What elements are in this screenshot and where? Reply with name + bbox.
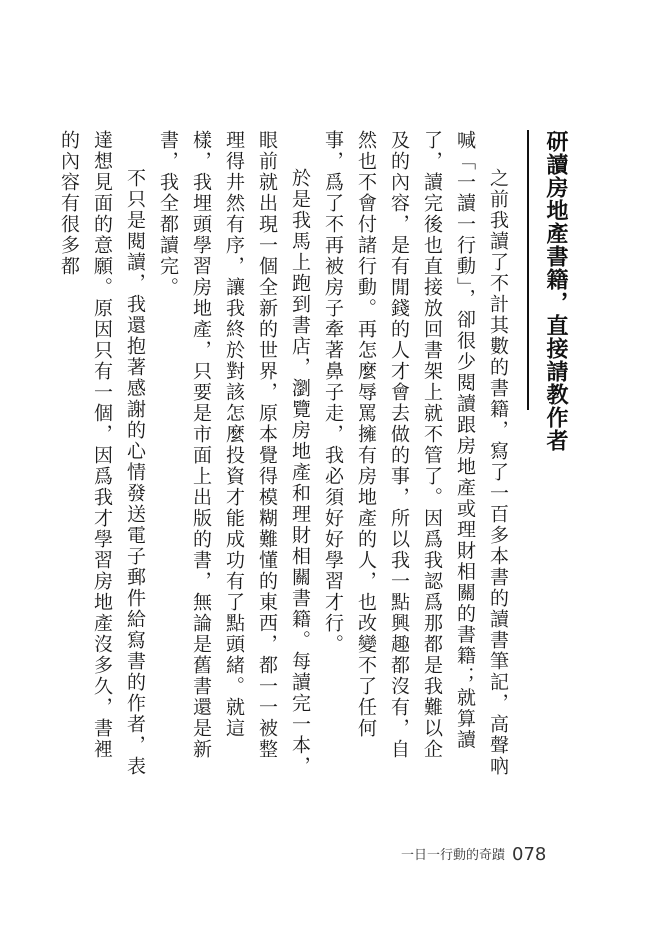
title-divider-rule xyxy=(527,130,529,410)
page-number: 078 xyxy=(512,844,547,865)
body-paragraph-3: 不只是閱讀，我還抱著感謝的心情發送電子郵件給寫書的作者，表達想見面的意願。原因只有一個，因爲我才學習房地產沒多久，書裡的內容有很多都 xyxy=(58,130,146,777)
body-text xyxy=(58,130,514,780)
running-footer-book-title: 一日一行動的奇蹟 xyxy=(400,848,505,863)
body-paragraph-2: 於是我馬上跑到書店，瀏覽房地產和理財相關書籍。每讀完一本，眼前就出現一個全新的世界，原本覺得模糊難懂的東西，都一一被整理得井然有序，讓我終於對該怎麼投資才能成功有了點頭緒。就這樣，我埋頭學習房地產，只要是市面上出版的書，無論是舊書還是新書，我全都讀完。 xyxy=(157,130,311,777)
chapter-title: 研讀房地產書籍，直接請教作者 xyxy=(543,130,568,452)
body-paragraph-1: 之前我讀了不計其數的書籍，寫了一百多本書的讀書筆記，高聲吶喊「一讀一行動」，卻很少閱讀跟房地產或理財相關的書籍；就算讀了，讀完後也直接放回書架上就不管了。因爲我認爲那都是我難以企及的內容，是有閒錢的人才會去做的事，所以我一點興趣都沒有，自然也不會付諸行動。再怎麼辱罵擁有房地產的人，也改變不了任何事，爲了不再被房子牽著鼻子走，我必須好好學習才行。 xyxy=(322,130,509,777)
